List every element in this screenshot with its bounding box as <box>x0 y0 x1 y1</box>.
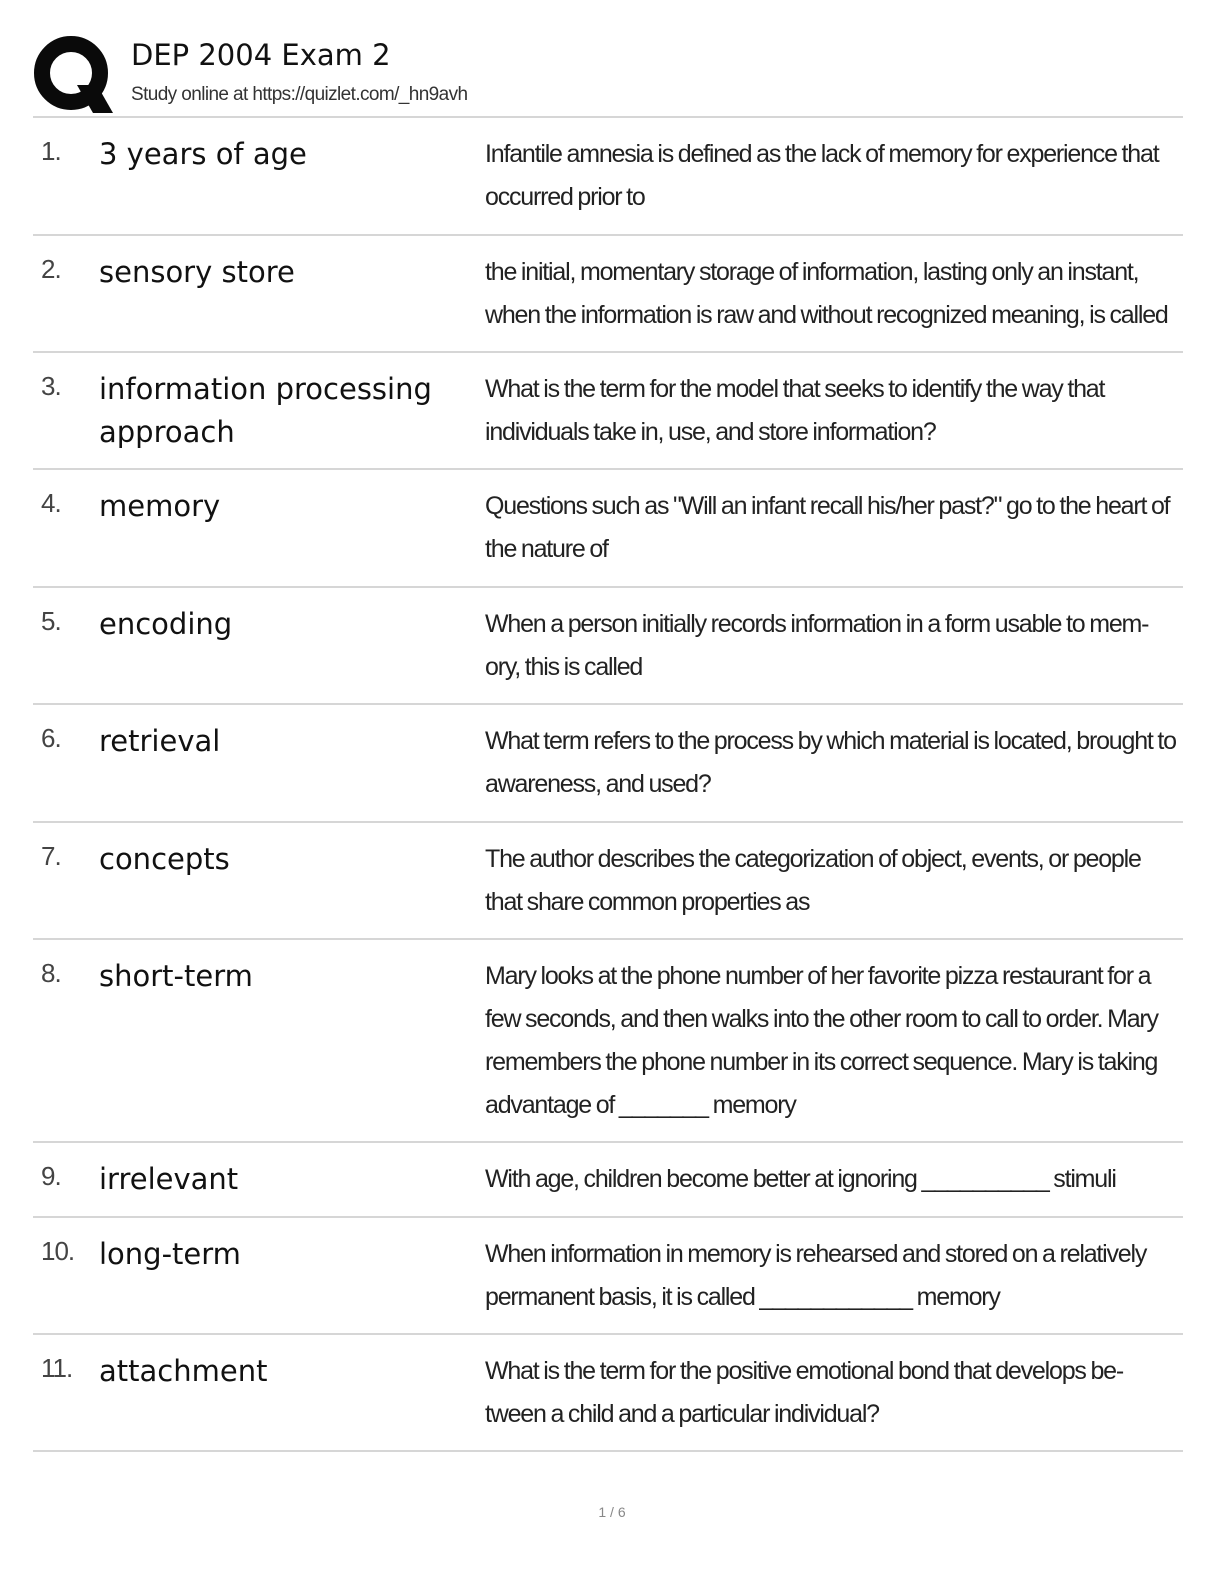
card-row-2 <box>33 236 1183 353</box>
card-number: 9. <box>41 1161 61 1191</box>
card-number: 4. <box>41 488 61 518</box>
card-term: short-term <box>99 959 253 993</box>
card-term: attachment <box>99 1354 268 1388</box>
card-row-1 <box>33 118 1183 236</box>
card-row-4 <box>33 470 1183 588</box>
flashcard-list <box>33 116 1183 1452</box>
card-row-5 <box>33 588 1183 705</box>
card-definition: Questions such as "Will an infant recall his/her past?" go to the heart of the nature of <box>485 492 1170 563</box>
card-definition: When a person initially records information in a form usable to mem- ory, this is called <box>485 610 1149 681</box>
card-row-8 <box>33 940 1183 1143</box>
card-row-3 <box>33 353 1183 470</box>
card-definition: What term refers to the process by which material is located, brought to awareness, and used? <box>485 727 1176 798</box>
card-row-11 <box>33 1335 1183 1452</box>
card-definition: When information in memory is rehearsed and stored on a relatively permanent basis, it is called ____________ memory <box>485 1240 1147 1311</box>
card-definition: What is the term for the model that seeks to identify the way that individuals take in, use, and store information? <box>485 375 1105 446</box>
document-title: DEP 2004 Exam 2 <box>131 38 391 72</box>
card-term: retrieval <box>99 724 221 758</box>
card-number: 10. <box>41 1236 75 1266</box>
card-term: concepts <box>99 842 230 876</box>
card-row-10 <box>33 1218 1183 1335</box>
card-definition: What is the term for the positive emotional bond that develops be- tween a child and a particular individual? <box>485 1357 1123 1428</box>
card-term: long-term <box>99 1237 241 1271</box>
card-number: 11. <box>41 1353 73 1383</box>
quizlet-logo-icon <box>33 35 115 115</box>
card-definition: the initial, momentary storage of information, lasting only an instant, when the information is raw and without recognized meaning, is called <box>485 258 1168 329</box>
card-number: 2. <box>41 254 61 284</box>
card-definition: Infantile amnesia is defined as the lack of memory for experience that occurred prior to <box>485 140 1159 211</box>
card-number: 1. <box>41 136 61 166</box>
card-term: memory <box>99 489 221 523</box>
card-definition: The author describes the categorization of object, events, or people that share common properties as <box>485 845 1141 916</box>
card-term: irrelevant <box>99 1162 239 1196</box>
card-term: encoding <box>99 607 233 641</box>
card-number: 7. <box>41 841 61 871</box>
card-number: 8. <box>41 958 61 988</box>
card-term: sensory store <box>99 255 295 289</box>
card-term: 3 years of age <box>99 137 307 171</box>
card-row-9 <box>33 1143 1183 1218</box>
card-definition: With age, children become better at ignoring __________ stimuli <box>485 1165 1116 1193</box>
card-number: 5. <box>41 606 61 636</box>
page-number: 1 / 6 <box>598 1504 626 1520</box>
study-online-link[interactable]: Study online at https://quizlet.com/_hn9avh <box>131 84 468 105</box>
card-row-6 <box>33 705 1183 823</box>
card-definition: Mary looks at the phone number of her favorite pizza restaurant for a few seconds, and then walks into the other room to call to order. Mary remembers the phone number in its correct sequence. Mary is taking advantage of _______ memory <box>485 962 1158 1119</box>
header <box>33 30 1183 116</box>
card-row-7 <box>33 823 1183 940</box>
card-number: 6. <box>41 723 61 753</box>
card-term: information processing approach <box>99 372 432 449</box>
card-number: 3. <box>41 371 61 401</box>
